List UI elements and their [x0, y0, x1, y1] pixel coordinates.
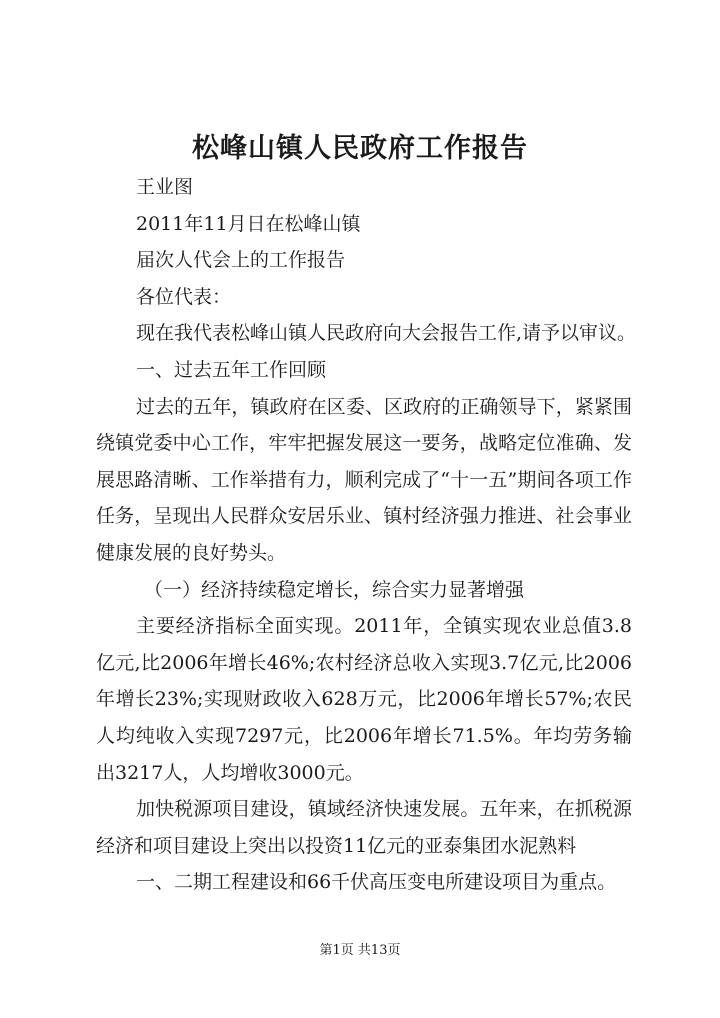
- intro-line: 现在我代表松峰山镇人民政府向大会报告工作,请予以审议。: [136, 322, 637, 345]
- session-line: 届次人代会上的工作报告: [136, 249, 346, 272]
- page-indicator: 第1页 共13页: [319, 943, 401, 958]
- paragraph-4: 一、二期工程建设和66千伏高压变电所建设项目为重点。: [136, 871, 617, 894]
- subsection-1-heading: （一）经济持续稳定增长，综合实力显著增强: [144, 578, 525, 601]
- document-title: 松峰山镇人民政府工作报告: [192, 133, 528, 164]
- document-body: [96, 169, 637, 901]
- date-line: 2011年11月日在松峰山镇: [136, 212, 361, 235]
- paragraph-3: 加快税源项目建设，镇域经济快速发展。五年来，在抓税源经济和项目建设上突出以投资11亿元的亚泰集团水泥熟料: [96, 798, 632, 857]
- section-1-heading: 一、过去五年工作回顾: [136, 358, 327, 381]
- salutation: 各位代表：: [136, 285, 232, 308]
- paragraph-2: 主要经济指标全面实现。2011年，全镇实现农业总值3.8亿元,比2006年增长46%;农村经济总收入实现3.7亿元,比2006年增长23%;实现财政收入628万元，比2006年增长57%;农民人均纯收入实现7297元，比2006年增长71.5%。年均劳务输出3217人，人均增收3000元。: [96, 615, 632, 784]
- author-line: 王业图: [136, 176, 194, 198]
- paragraph-1: 过去的五年，镇政府在区委、区政府的正确领导下，紧紧围绕镇党委中心工作，牢牢把握发展这一要务，战略定位准确、发展思路清晰、工作举措有力，顺利完成了“十一五”期间各项工作任务，呈现出人民群众安居乐业、镇村经济强力推进、社会事业健康发展的良好势头。: [96, 395, 632, 564]
